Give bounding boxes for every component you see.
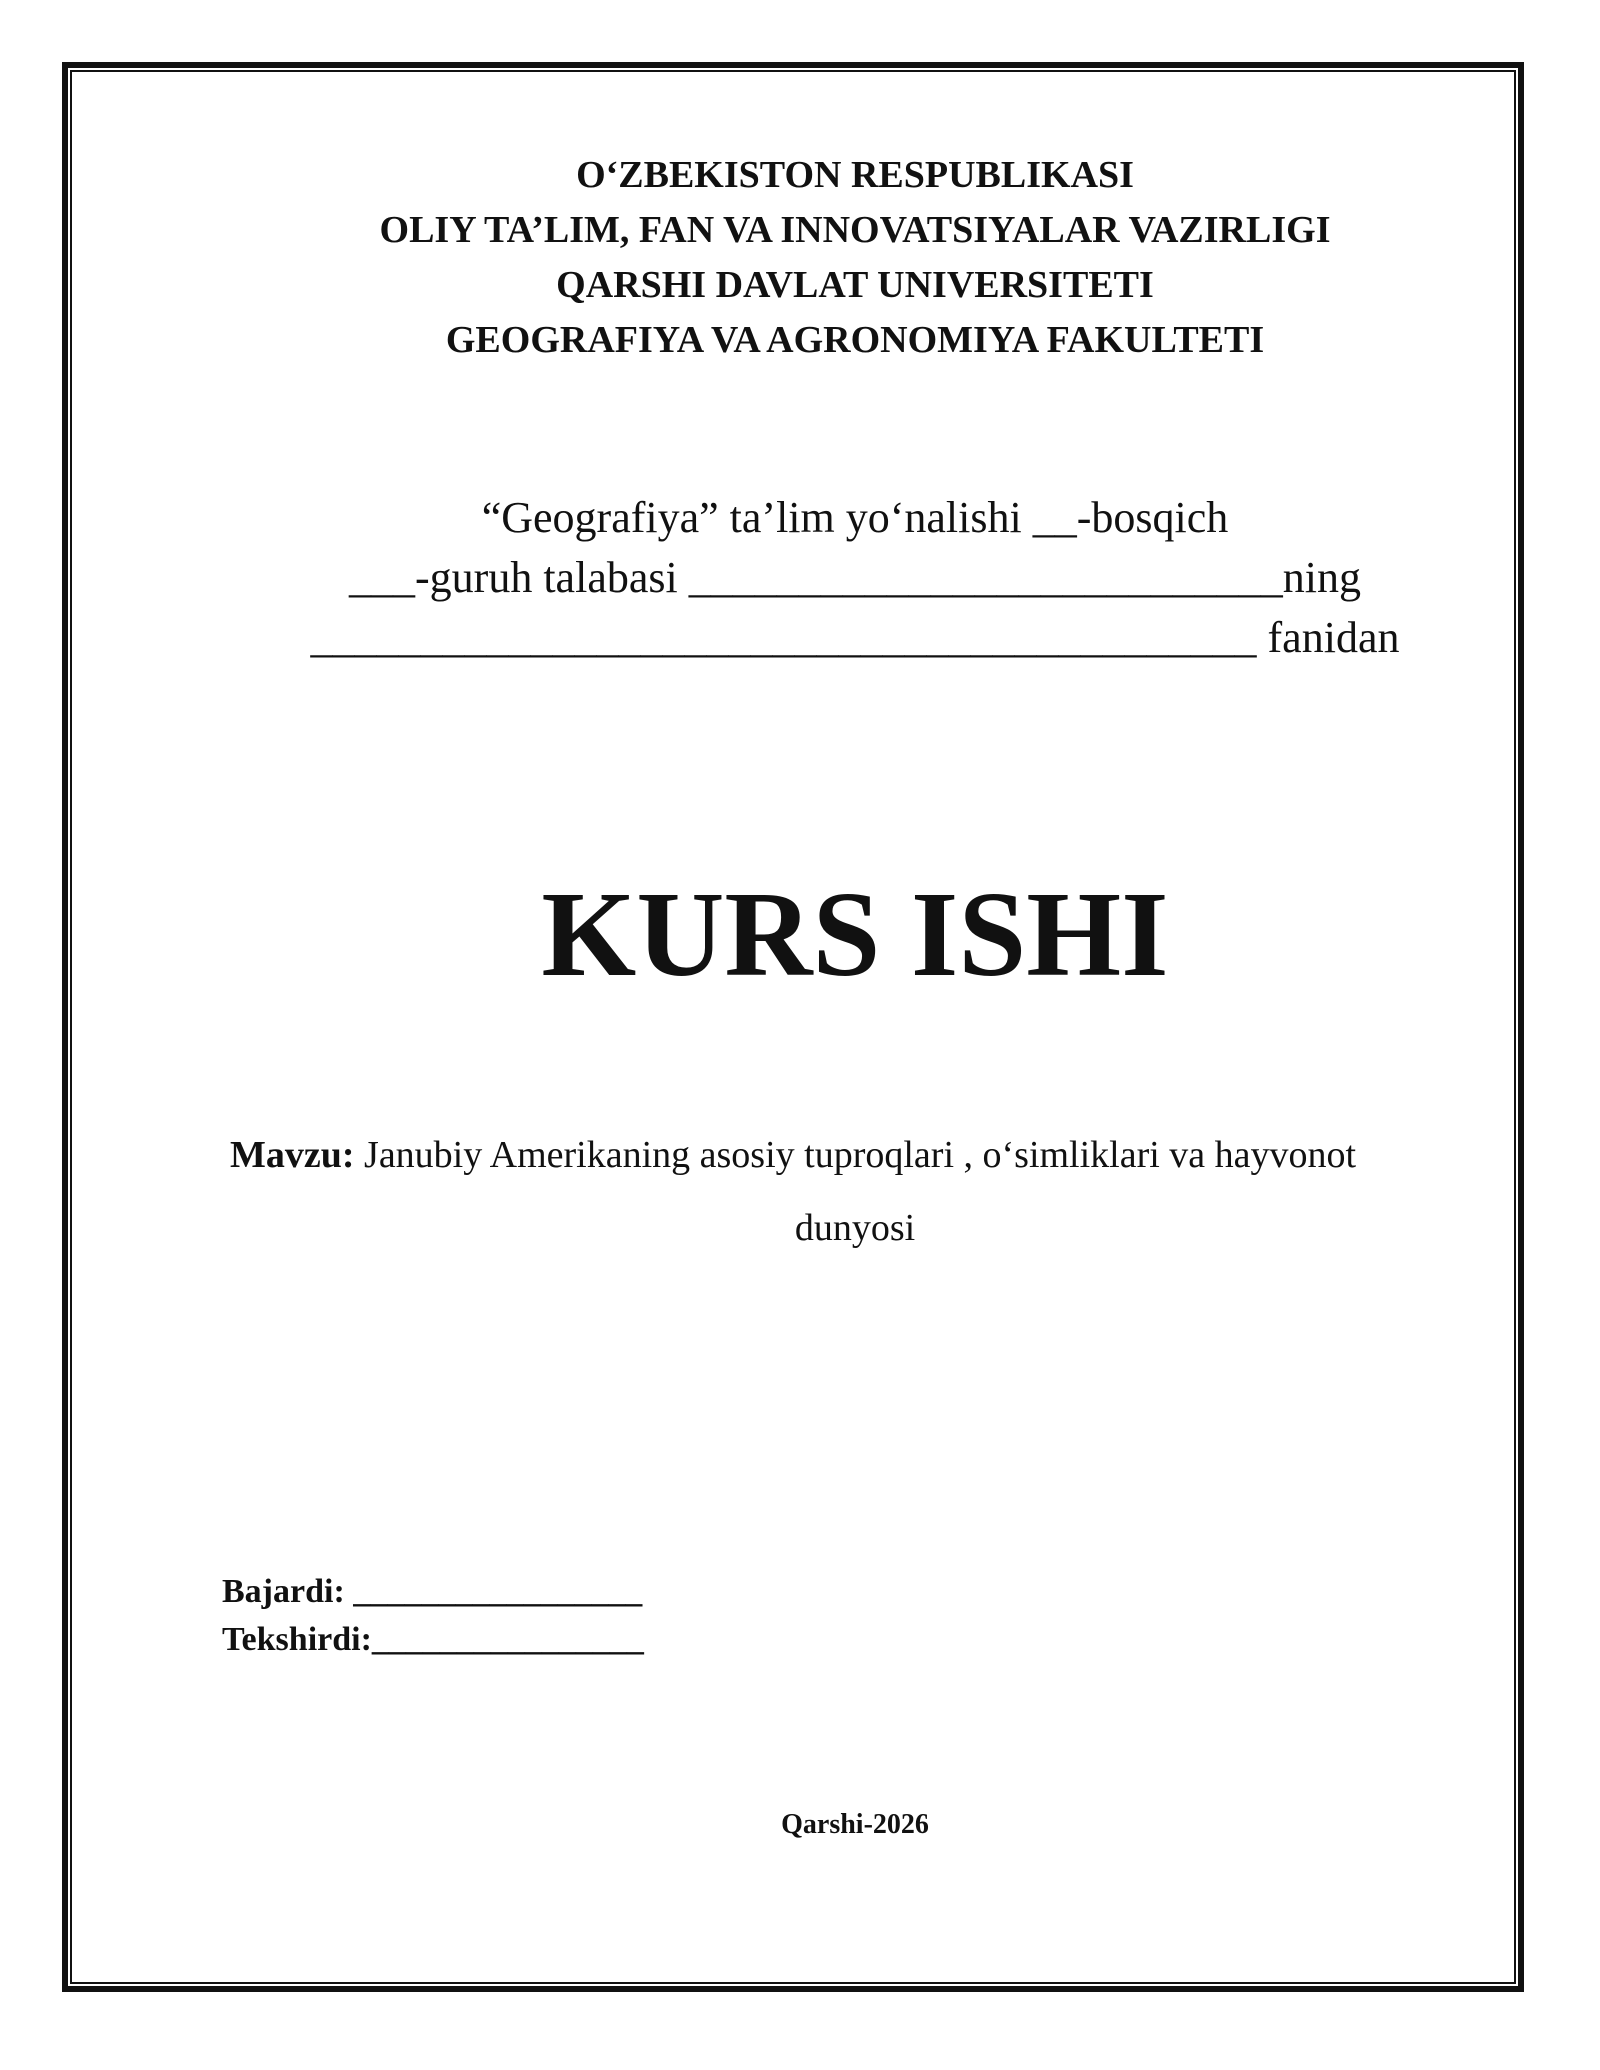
header-ministry: OLIY TA’LIM, FAN VA INNOVATSIYALAR VAZIRLIGI <box>379 209 1331 251</box>
intro-line-subject: ___________________________________________ fanidan <box>310 613 1400 662</box>
topic-text: Janubiy Amerikaning asosiy tuproqlari , o‘simliklari va hayvonot <box>354 1134 1357 1176</box>
document-title: KURS ISHI <box>541 867 1169 1002</box>
institution-header <box>140 148 1570 368</box>
header-faculty: GEOGRAFIYA VA AGRONOMIYA FAKULTETI <box>445 319 1265 361</box>
topic-label: Mavzu: <box>230 1134 355 1176</box>
header-country: O‘ZBEKISTON RESPUBLIKASI <box>576 154 1134 196</box>
signature-tekshirdi: Tekshirdi:________________ <box>222 1621 644 1658</box>
intro-line-direction: “Geografiya” ta’lim yo‘nalishi __-bosqich <box>481 493 1229 542</box>
signature-bajardi: Bajardi: _________________ <box>222 1573 643 1610</box>
topic-continuation: dunyosi <box>794 1207 916 1249</box>
intro-line-group: ___-guruh talabasi ___________________________ning <box>349 553 1361 602</box>
topic-line <box>230 1135 1356 1175</box>
footer-city-year: Qarshi-2026 <box>781 1809 929 1840</box>
header-university: QARSHI DAVLAT UNIVERSITETI <box>556 264 1154 306</box>
